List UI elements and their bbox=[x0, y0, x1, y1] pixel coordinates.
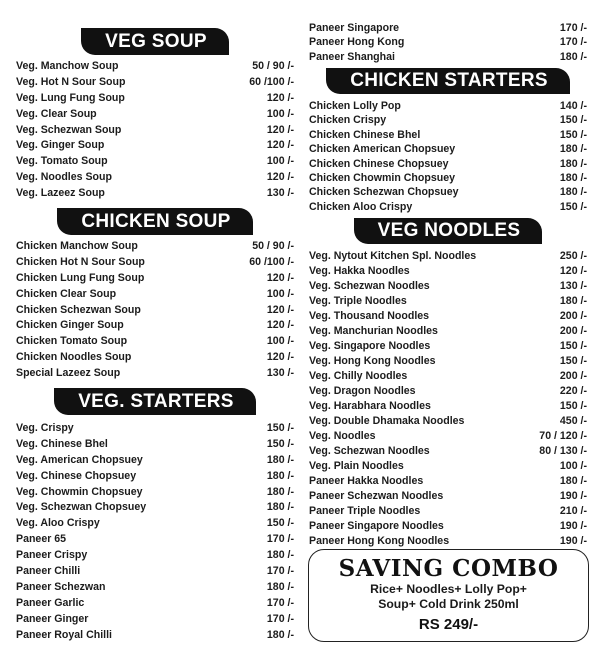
menu-item-row bbox=[16, 515, 294, 531]
section-header bbox=[16, 208, 294, 235]
menu-item-row bbox=[309, 414, 587, 429]
section-header bbox=[309, 218, 587, 244]
menu-item-name: Paneer Triple Noodles bbox=[309, 505, 421, 518]
menu-item-name: Paneer Garlic bbox=[16, 596, 85, 609]
menu-item-name: Chicken Tomato Soup bbox=[16, 335, 128, 348]
menu-item-price: 70 / 120 /- bbox=[539, 430, 587, 443]
menu-item-row bbox=[16, 122, 294, 138]
menu-item-price: 120 /- bbox=[559, 264, 587, 277]
menu-item-row bbox=[16, 452, 294, 468]
menu-item-row bbox=[309, 368, 587, 383]
menu-item-name: Chicken Chinese Chopsuey bbox=[309, 157, 449, 170]
menu-item-price: 170 /- bbox=[266, 596, 294, 609]
menu-item-name: Veg. Singapore Noodles bbox=[309, 339, 431, 352]
menu-item-price: 170 /- bbox=[559, 36, 587, 49]
menu-item-price: 120 /- bbox=[266, 139, 294, 152]
menu-item-price: 120 /- bbox=[266, 171, 294, 184]
menu-item-row bbox=[16, 499, 294, 515]
menu-item-name: Veg. Clear Soup bbox=[16, 107, 97, 120]
menu-item-price: 180 /- bbox=[266, 501, 294, 514]
menu-item-row bbox=[16, 595, 294, 611]
menu-item-price: 180 /- bbox=[266, 580, 294, 593]
menu-item-row bbox=[16, 611, 294, 627]
menu-item-name: Veg. Schezwan Noodles bbox=[309, 279, 430, 292]
menu-item-price: 120 /- bbox=[266, 123, 294, 136]
menu-item-name: Chicken Hot N Sour Soup bbox=[16, 255, 145, 268]
menu-item-row bbox=[309, 459, 587, 474]
menu-item-name: Paneer Shanghai bbox=[309, 50, 395, 63]
menu-item-name: Chicken Aloo Crispy bbox=[309, 200, 413, 213]
menu-item-row bbox=[16, 349, 294, 365]
menu-item-price: 120 /- bbox=[266, 271, 294, 284]
menu-item-name: Veg. Noodles Soup bbox=[16, 171, 112, 184]
menu-item-name: Paneer Singapore Noodles bbox=[309, 520, 444, 533]
menu-item-price: 150 /- bbox=[559, 200, 587, 213]
menu-item-price: 140 /- bbox=[559, 100, 587, 113]
menu-item-price: 130 /- bbox=[266, 367, 294, 380]
menu-item-name: Chicken Schezwan Soup bbox=[16, 303, 141, 316]
left-menu-column bbox=[16, 0, 294, 643]
menu-item-name: Chicken Chinese Bhel bbox=[309, 128, 421, 141]
menu-item-price: 180 /- bbox=[266, 469, 294, 482]
menu-item-row bbox=[16, 58, 294, 74]
menu-item-name: Veg. Double Dhamaka Noodles bbox=[309, 415, 465, 428]
menu-item-price: 180 /- bbox=[559, 475, 587, 488]
section-header bbox=[16, 388, 294, 415]
menu-item-price: 180 /- bbox=[266, 485, 294, 498]
menu-item-row bbox=[16, 153, 294, 169]
menu-item-name: Veg. Schezwan Soup bbox=[16, 123, 122, 136]
menu-item-name: Veg. Lung Fung Soup bbox=[16, 91, 125, 104]
menu-item-price: 190 /- bbox=[559, 535, 587, 548]
menu-item-row bbox=[16, 579, 294, 595]
menu-item-name: Paneer Hakka Noodles bbox=[309, 475, 424, 488]
menu-item-row bbox=[309, 489, 587, 504]
menu-item-row bbox=[16, 531, 294, 547]
menu-item-name: Veg. Chinese Bhel bbox=[16, 437, 108, 450]
menu-item-row bbox=[309, 113, 587, 127]
menu-item-row bbox=[309, 50, 587, 64]
menu-item-price: 130 /- bbox=[266, 187, 294, 200]
veg-noodles-heading: VEG NOODLES bbox=[354, 218, 543, 244]
menu-item-name: Paneer Hong Kong bbox=[309, 36, 405, 49]
menu-item-row bbox=[16, 563, 294, 579]
menu-item-row bbox=[16, 547, 294, 563]
menu-item-name: Veg. Hot N Sour Soup bbox=[16, 75, 126, 88]
menu-item-row bbox=[16, 420, 294, 436]
menu-item-price: 180 /- bbox=[266, 549, 294, 562]
menu-item-price: 100 /- bbox=[559, 460, 587, 473]
menu-item-price: 220 /- bbox=[559, 384, 587, 397]
menu-item-row bbox=[309, 99, 587, 113]
section-header bbox=[16, 28, 294, 55]
menu-item-row bbox=[16, 317, 294, 333]
menu-item-row bbox=[309, 474, 587, 489]
menu-item-name: Chicken Lolly Pop bbox=[309, 100, 401, 113]
menu-item-name: Paneer Singapore bbox=[309, 22, 400, 35]
menu-item-price: 190 /- bbox=[559, 490, 587, 503]
menu-item-row bbox=[309, 308, 587, 323]
combo-description-line-1: Rice+ Noodles+ Lolly Pop+ bbox=[370, 582, 527, 596]
veg-starters-heading: VEG. STARTERS bbox=[54, 388, 256, 415]
menu-item-name: Paneer Chilli bbox=[16, 564, 81, 577]
saving-combo-box bbox=[308, 549, 589, 642]
menu-item-price: 170 /- bbox=[266, 564, 294, 577]
menu-item-name: Veg. Thousand Noodles bbox=[309, 309, 430, 322]
right-menu-column bbox=[309, 0, 587, 549]
menu-item-row bbox=[16, 627, 294, 643]
menu-item-row bbox=[309, 519, 587, 534]
menu-item-row bbox=[309, 21, 587, 35]
menu-item-row bbox=[309, 35, 587, 49]
menu-item-row bbox=[16, 286, 294, 302]
menu-item-price: 180 /- bbox=[559, 172, 587, 185]
menu-item-name: Paneer Schezwan Noodles bbox=[309, 490, 444, 503]
menu-item-name: Veg. Aloo Crispy bbox=[16, 517, 100, 530]
menu-item-price: 50 / 90 /- bbox=[252, 239, 294, 252]
menu-item-price: 120 /- bbox=[266, 91, 294, 104]
menu-item-row bbox=[16, 468, 294, 484]
chicken-soup-heading: CHICKEN SOUP bbox=[57, 208, 252, 235]
combo-price: RS 249/- bbox=[418, 616, 479, 633]
menu-item-name: Special Lazeez Soup bbox=[16, 367, 121, 380]
menu-item-price: 450 /- bbox=[559, 415, 587, 428]
menu-item-row bbox=[309, 263, 587, 278]
menu-item-name: Veg. American Chopsuey bbox=[16, 453, 143, 466]
menu-item-price: 170 /- bbox=[559, 22, 587, 35]
menu-item-name: Chicken Manchow Soup bbox=[16, 239, 138, 252]
menu-item-row bbox=[16, 254, 294, 270]
section-header bbox=[309, 68, 587, 94]
menu-item-row bbox=[16, 90, 294, 106]
menu-item-name: Chicken Noodles Soup bbox=[16, 351, 132, 364]
menu-item-price: 180 /- bbox=[559, 294, 587, 307]
menu-item-price: 100 /- bbox=[266, 335, 294, 348]
menu-item-price: 60 /100 /- bbox=[249, 75, 294, 88]
menu-item-name: Paneer Ginger bbox=[16, 612, 89, 625]
menu-item-row bbox=[309, 293, 587, 308]
menu-item-name: Veg. Chilly Noodles bbox=[309, 369, 408, 382]
menu-item-price: 100 /- bbox=[266, 287, 294, 300]
menu-item-row bbox=[16, 106, 294, 122]
menu-item-name: Veg. Lazeez Soup bbox=[16, 187, 105, 200]
menu-item-row bbox=[309, 398, 587, 413]
menu-item-row bbox=[16, 302, 294, 318]
combo-description-line-2: Soup+ Cold Drink 250ml bbox=[378, 597, 519, 611]
menu-item-row bbox=[309, 504, 587, 519]
menu-item-price: 150 /- bbox=[266, 517, 294, 530]
menu-item-name: Veg. Crispy bbox=[16, 421, 74, 434]
menu-item-row bbox=[16, 185, 294, 201]
menu-item-name: Veg. Hakka Noodles bbox=[309, 264, 410, 277]
menu-item-name: Veg. Manchurian Noodles bbox=[309, 324, 438, 337]
menu-item-price: 180 /- bbox=[559, 50, 587, 63]
menu-item-name: Paneer 65 bbox=[16, 533, 67, 546]
menu-item-name: Veg. Nytout Kitchen Spl. Noodles bbox=[309, 249, 477, 262]
menu-item-price: 120 /- bbox=[266, 351, 294, 364]
menu-item-row bbox=[309, 534, 587, 549]
menu-item-price: 150 /- bbox=[559, 128, 587, 141]
menu-item-price: 120 /- bbox=[266, 319, 294, 332]
menu-item-price: 170 /- bbox=[266, 533, 294, 546]
menu-item-row bbox=[309, 444, 587, 459]
menu-item-name: Chicken Lung Fung Soup bbox=[16, 271, 145, 284]
menu-item-price: 190 /- bbox=[559, 520, 587, 533]
menu-item-price: 130 /- bbox=[559, 279, 587, 292]
menu-item-row bbox=[16, 484, 294, 500]
menu-item-row bbox=[309, 128, 587, 142]
menu-item-name: Paneer Schezwan bbox=[16, 580, 106, 593]
menu-item-price: 150 /- bbox=[266, 421, 294, 434]
menu-item-price: 180 /- bbox=[559, 186, 587, 199]
menu-item-price: 170 /- bbox=[266, 612, 294, 625]
menu-item-name: Veg. Plain Noodles bbox=[309, 460, 404, 473]
menu-item-row bbox=[16, 238, 294, 254]
menu-item-price: 200 /- bbox=[559, 369, 587, 382]
menu-item-row bbox=[309, 248, 587, 263]
menu-item-price: 100 /- bbox=[266, 155, 294, 168]
menu-item-price: 50 / 90 /- bbox=[252, 59, 294, 72]
menu-item-price: 210 /- bbox=[559, 505, 587, 518]
menu-item-name: Veg. Dragon Noodles bbox=[309, 384, 416, 397]
menu-item-price: 200 /- bbox=[559, 309, 587, 322]
menu-item-name: Veg. Manchow Soup bbox=[16, 59, 119, 72]
menu-item-row bbox=[16, 333, 294, 349]
menu-item-price: 150 /- bbox=[559, 114, 587, 127]
menu-item-price: 150 /- bbox=[559, 354, 587, 367]
menu-item-name: Chicken American Chopsuey bbox=[309, 143, 456, 156]
menu-item-row bbox=[16, 137, 294, 153]
menu-item-row bbox=[16, 74, 294, 90]
menu-item-name: Veg. Tomato Soup bbox=[16, 155, 108, 168]
menu-item-price: 180 /- bbox=[266, 453, 294, 466]
menu-item-name: Veg. Harabhara Noodles bbox=[309, 400, 431, 412]
menu-item-price: 100 /- bbox=[266, 107, 294, 120]
menu-item-name: Veg. Hong Kong Noodles bbox=[309, 354, 436, 367]
veg-soup-heading: VEG SOUP bbox=[81, 28, 229, 55]
menu-item-row bbox=[309, 171, 587, 185]
menu-item-name: Paneer Crispy bbox=[16, 549, 88, 562]
menu-item-row bbox=[309, 185, 587, 199]
menu-item-name: Chicken Schezwan Chopsuey bbox=[309, 186, 459, 199]
menu-item-price: 180 /- bbox=[559, 143, 587, 156]
combo-title: SAVING COMBO bbox=[338, 555, 559, 582]
menu-item-name: Veg. Triple Noodles bbox=[309, 294, 407, 307]
chicken-starters-heading: CHICKEN STARTERS bbox=[326, 68, 570, 94]
menu-item-row bbox=[309, 383, 587, 398]
menu-item-price: 120 /- bbox=[266, 303, 294, 316]
menu-item-name: Paneer Royal Chilli bbox=[16, 628, 112, 641]
menu-item-name: Chicken Clear Soup bbox=[16, 287, 117, 300]
menu-item-row bbox=[309, 142, 587, 156]
menu-item-row bbox=[309, 278, 587, 293]
menu-item-name: Veg. Chinese Chopsuey bbox=[16, 469, 137, 482]
menu-item-price: 150 /- bbox=[266, 437, 294, 450]
menu-item-name: Chicken Crispy bbox=[309, 114, 387, 127]
menu-item-row bbox=[309, 323, 587, 338]
menu-item-name: Veg. Schezwan Chopsuey bbox=[16, 501, 147, 514]
menu-item-price: 150 /- bbox=[559, 400, 587, 412]
menu-item-price: 150 /- bbox=[559, 339, 587, 352]
continued-items bbox=[309, 21, 587, 64]
menu-item-row bbox=[16, 270, 294, 286]
menu-item-price: 200 /- bbox=[559, 324, 587, 337]
menu-item-row bbox=[309, 156, 587, 170]
menu-item-price: 180 /- bbox=[266, 628, 294, 641]
menu-item-name: Paneer Hong Kong Noodles bbox=[309, 535, 450, 548]
menu-item-name: Veg. Ginger Soup bbox=[16, 139, 105, 152]
menu-item-name: Chicken Ginger Soup bbox=[16, 319, 124, 332]
menu-item-name: Veg. Chowmin Chopsuey bbox=[16, 485, 143, 498]
menu-item-price: 180 /- bbox=[559, 157, 587, 170]
menu-item-row bbox=[16, 436, 294, 452]
menu-item-row bbox=[309, 200, 587, 214]
menu-item-price: 60 /100 /- bbox=[249, 255, 294, 268]
menu-item-row bbox=[309, 353, 587, 368]
menu-item-row bbox=[16, 169, 294, 185]
menu-item-row bbox=[16, 365, 294, 381]
menu-item-row bbox=[309, 338, 587, 353]
menu-item-name: Veg. Schezwan Noodles bbox=[309, 445, 430, 458]
menu-item-row bbox=[309, 429, 587, 444]
menu-item-price: 80 / 130 /- bbox=[539, 445, 587, 458]
menu-item-name: Veg. Noodles bbox=[309, 430, 376, 443]
menu-item-price: 250 /- bbox=[559, 249, 587, 262]
menu-item-name: Chicken Chowmin Chopsuey bbox=[309, 172, 455, 185]
